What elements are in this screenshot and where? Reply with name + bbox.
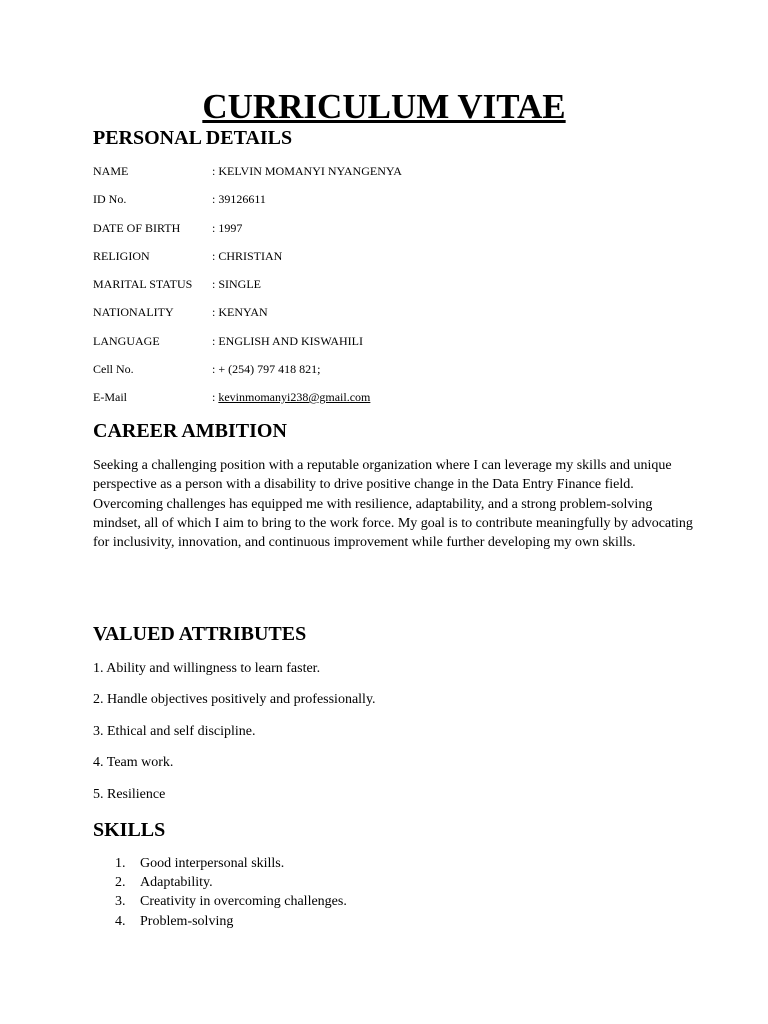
skills-heading: SKILLS (93, 819, 166, 841)
cell-label: Cell No. (93, 362, 134, 376)
document-title: CURRICULUM VITAE (202, 87, 566, 126)
email-label: E-Mail (93, 390, 127, 404)
skill-number: 1. (115, 856, 126, 871)
attribute-item: 4. Team work. (93, 755, 174, 770)
career-ambition-text: Seeking a challenging position with a reputable organization where I can leverage my skills and unique perspective as a person with a disability to drive positive change in the Data Entry Finance field. Overcoming challenges has equipped me with resilience, adaptability, and a strong problem-solving mindset, all of which I aim to bring to the work force. My goal is to contribute meaningfully by advocating for inclusivity, innovation, and continuous improvement while further developing my own skills. (93, 458, 693, 551)
id-label: ID No. (93, 192, 127, 206)
nationality-label: NATIONALITY (93, 305, 174, 319)
religion-label: RELIGION (93, 249, 150, 263)
attribute-item: 2. Handle objectives positively and professionally. (93, 692, 376, 707)
marital-status-label: MARITAL STATUS (93, 277, 193, 291)
religion-value: : CHRISTIAN (212, 249, 283, 263)
cell-value: : + (254) 797 418 821; (212, 362, 321, 376)
attribute-item: 5. Resilience (93, 787, 166, 802)
skill-item: Creativity in overcoming challenges. (140, 894, 347, 909)
language-label: LANGUAGE (93, 334, 160, 348)
career-ambition-heading: CAREER AMBITION (93, 420, 287, 442)
name-label: NAME (93, 164, 129, 178)
valued-attributes-heading: VALUED ATTRIBUTES (93, 623, 307, 645)
name-value: : KELVIN MOMANYI NYANGENYA (212, 164, 402, 178)
email-link[interactable]: kevinmomanyi238@gmail.com (218, 390, 371, 404)
attribute-item: 3. Ethical and self discipline. (93, 724, 256, 739)
skill-item: Adaptability. (140, 875, 213, 890)
email-prefix: : (212, 390, 219, 404)
dob-value: : 1997 (212, 221, 243, 235)
attribute-item: 1. Ability and willingness to learn faster. (93, 661, 321, 676)
dob-label: DATE OF BIRTH (93, 221, 181, 235)
skill-item: Good interpersonal skills. (140, 856, 285, 871)
skill-number: 4. (115, 914, 126, 929)
personal-details-heading: PERSONAL DETAILS (93, 127, 293, 149)
skill-number: 2. (115, 875, 126, 890)
language-value: : ENGLISH AND KISWAHILI (212, 334, 363, 348)
skill-number: 3. (115, 894, 126, 909)
id-value: : 39126611 (212, 192, 266, 206)
email-value (212, 390, 370, 404)
marital-status-value: : SINGLE (212, 277, 261, 291)
nationality-value: : KENYAN (212, 305, 268, 319)
skill-item: Problem-solving (140, 914, 234, 929)
